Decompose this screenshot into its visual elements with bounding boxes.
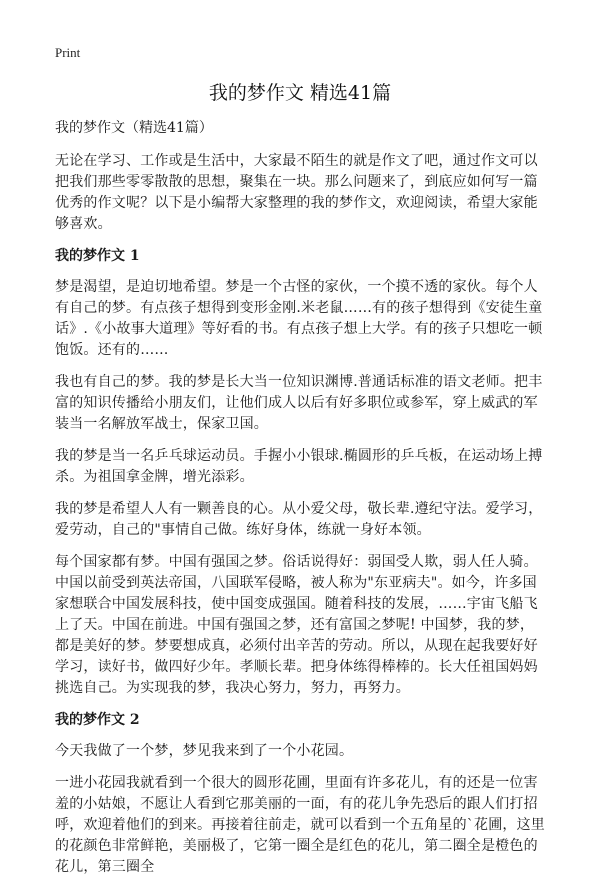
document-subtitle: 我的梦作文（精选41篇）	[55, 120, 213, 136]
paragraph: 今天我做了一个梦，梦见我来到了一个小花园。	[55, 743, 354, 759]
document-body	[55, 118, 547, 889]
paragraph: 梦是渴望，是迫切地希望。梦是一个古怪的家伙，一个摸不透的家伙。每个人有自己的梦。有点孩子想得到变形金刚.米老鼠……有的孩子想得到《安徒生童话》.《小故事大道理》等好看的书。有点孩子想上大学。有的孩子只想吃一顿饱饭。还有的……	[55, 279, 543, 358]
section-heading: 我的梦作文 1	[55, 248, 140, 264]
print-label: Print	[55, 45, 81, 60]
paragraph: 我的梦是希望人人有一颗善良的心。从小爱父母，敬长辈.遵纪守法。爱学习，爱劳动，自己的"事情自己做。练好身体，练就一身好本领。	[55, 501, 543, 538]
document-title: 我的梦作文 精选41篇	[208, 82, 392, 104]
essay-section-2	[55, 710, 547, 878]
intro-paragraph: 无论在学习、工作或是生活中，大家最不陌生的就是作文了吧，通过作文可以把我们那些零零散散的思想，聚集在一块。那么问题来了，到底应如何写一篇优秀的作文呢？以下是小编帮大家整理的我的梦作文，欢迎阅读，希望大家能够喜欢。	[55, 153, 538, 232]
paragraph: 每个国家都有梦。中国有强国之梦。俗话说得好：弱国受人欺，弱人任人骑。中国以前受到英法帝国，八国联军侵略，被人称为"东亚病夫"。如今，许多国家想联合中国发展科技，使中国变成强国。随着科技的发展，……宇宙飞船飞上了天。中国在前进。中国有强国之梦，还有富国之梦呢! 中国梦，我的梦，都是美好的梦。梦要想成真，必须付出辛苦的劳动。所以，从现在起我要好好学习，读好书，做四好少年。孝顺长辈。把身体练得棒棒的。长大任祖国妈妈挑选自己。为实现我的梦，我决心努力，努力，再努力。	[55, 554, 538, 696]
section-heading: 我的梦作文 2	[55, 712, 140, 728]
paragraph: 一进小花园我就看到一个很大的圆形花圃，里面有许多花儿，有的还是一位害羞的小姑娘，不愿让人看到它那美丽的一面，有的花儿争先恐后的跟人们打招呼，欢迎着他们的到来。再接着往前走，就可以看到一个五角星的`花圃，这里的花颜色非常鲜艳，美丽极了，它第一圈全是红色的花儿，第二圈全是橙色的花儿，第三圈全	[55, 775, 545, 875]
paragraph: 我的梦是当一名乒乓球运动员。手握小小银球.椭圆形的乒乓板，在运动场上搏杀。为祖国拿金牌，增光添彩。	[55, 448, 543, 485]
paragraph: 我也有自己的梦。我的梦是长大当一位知识渊博.普通话标准的语文老师。把丰富的知识传播给小朋友们，让他们成人以后有好多职位或参军，穿上威武的军装当一名解放军战士，保家卫国。	[55, 374, 543, 432]
essay-section-1	[55, 246, 547, 699]
